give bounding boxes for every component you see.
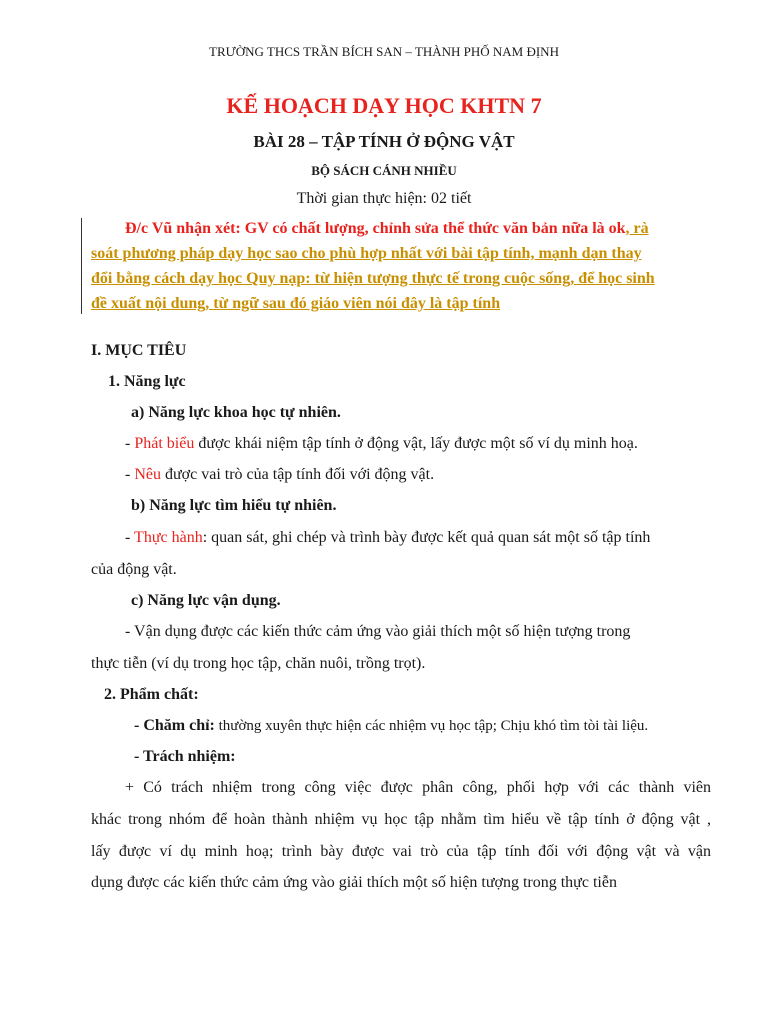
responsibility-line-4: dụng được các kiến thức cảm ứng vào giải thích một số hiện tượng trong thực tiễn	[91, 874, 617, 891]
subsection-qualities: 2. Phẩm chất:	[104, 686, 199, 703]
quality-diligence: - Chăm chỉ: thường xuyên thực hiện các nhiệm vụ học tập; Chịu khó tìm tòi tài liệu.	[134, 717, 649, 734]
capacity-a-item-1: - Phát biểu được khái niệm tập tính ở động vật, lấy được một số ví dụ minh hoạ.	[125, 435, 638, 452]
comment-line-1	[125, 220, 649, 238]
comment-margin-bar	[81, 218, 82, 314]
plan-title: KẾ HOẠCH DẠY HỌC KHTN 7	[226, 93, 542, 118]
lesson-title: BÀI 28 – TẬP TÍNH Ở ĐỘNG VẬT	[253, 132, 515, 151]
quality-responsibility: - Trách nhiệm:	[134, 748, 236, 765]
responsibility-line-2: khác trong nhóm để hoàn thành nhiệm vụ học tập nhằm tìm hiểu về tập tính ở động vật ,	[91, 811, 711, 828]
verb-highlight: Phát biểu	[134, 435, 195, 452]
responsibility-line-3: lấy được ví dụ minh hoạ; trình bày được vai trò của tập tính đối với động vật và vận	[91, 843, 711, 860]
comment-line-2: soát phương pháp dạy học sao cho phù hợp nhất với bài tập tính, mạnh dạn thay	[91, 245, 642, 262]
school-header: TRƯỜNG THCS TRẦN BÍCH SAN – THÀNH PHỐ NAM ĐỊNH	[209, 44, 559, 59]
verb-highlight: Nêu	[134, 466, 161, 483]
capacity-a-item-2: - Nêu được vai trò của tập tính đối với động vật.	[125, 466, 435, 483]
capacity-c-heading: c) Năng lực vận dụng.	[131, 592, 281, 609]
verb-highlight: Thực hành	[134, 529, 203, 546]
capacity-b-item-1: - Thực hành: quan sát, ghi chép và trình bày được kết quả quan sát một số tập tính	[125, 529, 651, 546]
capacity-b-heading: b) Năng lực tìm hiểu tự nhiên.	[131, 497, 337, 514]
capacity-a-heading: a) Năng lực khoa học tự nhiên.	[131, 404, 341, 421]
comment-line-4: đề xuất nội dung, từ ngữ sau đó giáo viên nói đây là tập tính	[91, 295, 501, 312]
book-name: BỘ SÁCH CÁNH NHIỀU	[311, 163, 457, 178]
responsibility-line-1: + Có trách nhiệm trong công việc được phân công, phối hợp với các thành viên	[125, 779, 711, 796]
duration: Thời gian thực hiện: 02 tiết	[296, 190, 472, 207]
section-heading: I. MỤC TIÊU	[91, 342, 187, 359]
comment-orange-text: , rà	[625, 220, 649, 237]
capacity-c-item-1: - Vận dụng được các kiến thức cảm ứng vào giải thích một số hiện tượng trong	[125, 623, 631, 640]
capacity-c-item-1-cont: thực tiễn (ví dụ trong học tập, chăn nuôi, trồng trọt).	[91, 655, 426, 672]
capacity-b-item-1-cont: của động vật.	[91, 561, 177, 578]
comment-red-text: Đ/c Vũ nhận xét: GV có chất lượng, chỉnh sửa thể thức văn bản nữa là ok	[125, 220, 626, 237]
subsection-capacity: 1. Năng lực	[108, 373, 186, 390]
comment-line-3: đổi bằng cách dạy học Quy nạp: từ hiện tượng thực tế trong cuộc sống, để học sinh	[91, 270, 655, 287]
